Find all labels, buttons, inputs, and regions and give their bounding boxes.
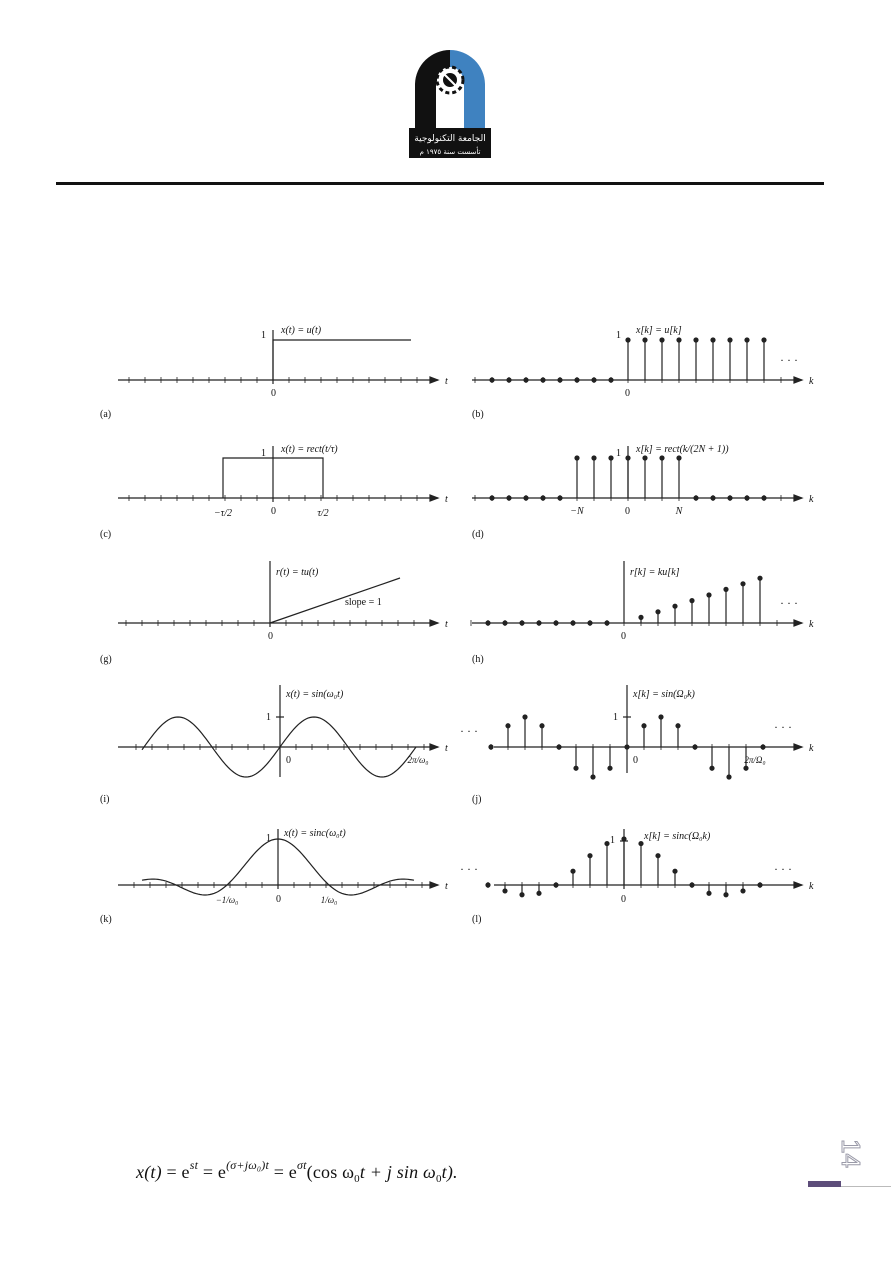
panel-a-label: x(t) = u(t) <box>281 325 322 336</box>
signals-figure-svg <box>100 300 820 940</box>
panel-h-zero-dot <box>486 621 490 625</box>
panel-l-dots-left: · · · <box>460 862 478 876</box>
panel-j-dots-left: · · · <box>460 724 478 738</box>
panel-b-stem-dot <box>643 338 647 342</box>
panel-j-zero-dot <box>693 745 697 749</box>
panel-b-one: 1 <box>616 330 621 341</box>
panel-l-stem-dot <box>605 842 609 846</box>
panel-b-zero-dot <box>575 378 579 382</box>
panel-h-dots: · · · <box>780 596 798 610</box>
panel-d-zero-dot <box>507 496 511 500</box>
panel-d-tick-pos: N <box>675 506 683 517</box>
panel-j-stem-dot <box>540 724 544 728</box>
panel-g-label: r(t) = tu(t) <box>276 567 319 578</box>
signals-figure <box>100 300 820 940</box>
panel-l-stem-dot <box>520 893 524 897</box>
panel-h-stem-dot <box>656 610 660 614</box>
panel-b-stem-dot <box>626 338 630 342</box>
panel-h-zero-dot <box>554 621 558 625</box>
panel-l-stem-dot <box>571 869 575 873</box>
panel-b-zero-dot <box>541 378 545 382</box>
panel-i-axis-var: t <box>445 743 448 754</box>
panel-k-tick-pos: 1/ω₀ <box>320 895 338 905</box>
panel-l-zero-dot <box>758 883 762 887</box>
panel-l-dots-right: · · · <box>774 862 792 876</box>
panel-l-stem-dot <box>503 889 507 893</box>
panel-j-zero-dot <box>625 745 629 749</box>
panel-j-dots-right: · · · <box>774 720 792 734</box>
panel-h-label: r[k] = ku[k] <box>630 567 680 578</box>
panel-b-axis-arrow <box>794 377 802 383</box>
panel-j-axis-var: k <box>809 743 814 754</box>
panel-i-axis-arrow <box>430 744 438 750</box>
complex-exponential-equation <box>136 1158 458 1185</box>
panel-a-tag: (a) <box>100 409 112 420</box>
panel-l-stem-dot <box>588 854 592 858</box>
panel-k-one: 1 <box>266 833 271 844</box>
panel-h-stem-dot <box>690 599 694 603</box>
panel-c-axis-arrow <box>430 495 438 501</box>
equation-exp1: st <box>189 1158 199 1172</box>
panel-i-label: x(t) = sin(ω₀t) <box>286 689 344 700</box>
panel-h-zero-dot <box>503 621 507 625</box>
panel-d-zero-dot <box>762 496 766 500</box>
panel-h-zero-dot <box>588 621 592 625</box>
panel-h-stem-dot <box>758 576 762 580</box>
panel-b-zero-dot <box>507 378 511 382</box>
panel-a-signal <box>273 340 411 380</box>
panel-k-axis-var: t <box>445 881 448 892</box>
equation-tail-a: (cos ω <box>306 1162 355 1182</box>
panel-j-stem-dot <box>659 715 663 719</box>
panel-j-stem-dot <box>608 766 612 770</box>
equation-tail-b: t + j sin ω <box>359 1162 436 1182</box>
panel-i-one: 1 <box>266 712 271 723</box>
panel-d-stem-dot <box>677 456 681 460</box>
equation-sub-b: 0 <box>435 1173 442 1185</box>
panel-i-tag: (i) <box>100 794 110 805</box>
panel-k-zero: 0 <box>276 894 281 905</box>
panel-d-zero-dot <box>745 496 749 500</box>
footer-accent-bar <box>808 1181 841 1187</box>
panel-l-stem-dot <box>741 889 745 893</box>
panel-k-tag: (k) <box>100 914 112 925</box>
panel-j-stem-dot <box>591 775 595 779</box>
panel-j-stem-dot <box>676 724 680 728</box>
panel-l-stem-dot <box>673 869 677 873</box>
panel-j-stem-dot <box>744 766 748 770</box>
panel-j-stem-dot <box>710 766 714 770</box>
equation-exp2: (σ+jω₀)t <box>226 1158 270 1172</box>
panel-d-axis-var: k <box>809 494 814 505</box>
panel-l-stem-dot <box>537 891 541 895</box>
panel-a-axis-var: t <box>445 376 448 387</box>
panel-b-stem-dot <box>762 338 766 342</box>
panel-l-stem-dot <box>622 837 626 841</box>
panel-j-stem-dot <box>727 775 731 779</box>
panel-b-axis-var: k <box>809 376 814 387</box>
panel-d-stem-dot <box>592 456 596 460</box>
panel-d-stem-dot <box>643 456 647 460</box>
logo-text-bottom: تأسست سنة ١٩٧٥ م <box>419 148 481 156</box>
panel-d-zero-dot <box>541 496 545 500</box>
panel-j-stem-dot <box>506 724 510 728</box>
panel-j-axis-arrow <box>794 744 802 750</box>
panel-j-zero: 0 <box>633 755 638 766</box>
page-number: 14 <box>836 1138 866 1168</box>
panel-c-axis-var: t <box>445 494 448 505</box>
panel-g-axis-arrow <box>430 620 438 626</box>
panel-l-zero-dot <box>486 883 490 887</box>
panel-d-zero-dot <box>728 496 732 500</box>
panel-d-zero-dot <box>694 496 698 500</box>
panel-h-stem-dot <box>639 615 643 619</box>
equation-tail-c: t). <box>441 1162 458 1182</box>
panel-h-zero-dot <box>605 621 609 625</box>
panel-j-stem-dot <box>574 766 578 770</box>
panel-a-zero: 0 <box>271 388 276 399</box>
panel-k-axis-arrow <box>430 882 438 888</box>
panel-h-axis-arrow <box>794 620 802 626</box>
panel-d-stem-dot <box>660 456 664 460</box>
panel-h-tag: (h) <box>472 654 484 665</box>
equation-eq1: = e <box>161 1162 190 1182</box>
panel-d-label: x[k] = rect(k/(2N + 1)) <box>636 444 729 455</box>
panel-h-zero-dot <box>537 621 541 625</box>
panel-l-zero-dot <box>690 883 694 887</box>
panel-b-stem-dot <box>677 338 681 342</box>
logo-text-top: الجامعة التكنولوجية <box>414 134 486 144</box>
panel-j-stem-dot <box>642 724 646 728</box>
panel-l-axis-arrow <box>794 882 802 888</box>
panel-c-tick-pos: τ/2 <box>317 508 329 519</box>
panel-c-tick-neg: −τ/2 <box>213 508 233 519</box>
panel-b-label: x[k] = u[k] <box>636 325 682 336</box>
panel-k-tick-neg: −1/ω₀ <box>215 895 239 905</box>
panel-b-dots: · · · <box>780 353 798 367</box>
panel-b-stem-dot <box>694 338 698 342</box>
equation-exp3: σt <box>296 1158 307 1172</box>
panel-d-zero-dot <box>558 496 562 500</box>
panel-l-stem-dot <box>639 842 643 846</box>
panel-h-stem-dot <box>724 587 728 591</box>
equation-lhs: x(t) <box>136 1162 162 1182</box>
panel-g-tag: (g) <box>100 654 112 665</box>
panel-b-tag: (b) <box>472 409 484 420</box>
panel-j-label: x[k] = sin(Ω₀k) <box>633 689 695 700</box>
panel-h-stem-dot <box>673 604 677 608</box>
panel-g-axis-var: t <box>445 619 448 630</box>
panel-h-zero-dot <box>571 621 575 625</box>
panel-d-stem-dot <box>609 456 613 460</box>
panel-h-stem-dot <box>741 582 745 586</box>
panel-d-zero-dot <box>524 496 528 500</box>
panel-g-slope: slope = 1 <box>345 597 382 608</box>
panel-l-axis-var: k <box>809 881 814 892</box>
panel-d-one: 1 <box>616 448 621 459</box>
panel-h-zero: 0 <box>621 631 626 642</box>
panel-d-zero-dot <box>711 496 715 500</box>
university-gear-arch-logo-icon <box>405 50 495 160</box>
panel-i-tick-pos: 2π/ω₀ <box>407 755 429 765</box>
header-divider <box>56 182 824 185</box>
panel-l-label: x[k] = sinc(Ω₀k) <box>644 831 711 842</box>
panel-h-axis-var: k <box>809 619 814 630</box>
panel-j-tag: (j) <box>472 794 482 805</box>
panel-c-label: x(t) = rect(t/τ) <box>281 444 338 455</box>
panel-b-zero-dot <box>609 378 613 382</box>
panel-j-zero-dot <box>557 745 561 749</box>
panel-d-zero: 0 <box>625 506 630 517</box>
panel-a-axis-arrow <box>430 377 438 383</box>
panel-l-stem-dot <box>724 893 728 897</box>
panel-j-tick-pos: 2π/Ω₀ <box>744 755 766 765</box>
panel-d-axis-arrow <box>794 495 802 501</box>
panel-h-stem-dot <box>707 593 711 597</box>
equation-eq2: = e <box>198 1162 227 1182</box>
panel-g-zero: 0 <box>268 631 273 642</box>
panel-b-stem-dot <box>660 338 664 342</box>
panel-c-tag: (c) <box>100 529 112 540</box>
panel-l-one: 1 <box>610 835 615 846</box>
university-logo <box>405 50 495 160</box>
panel-l-stem-dot <box>656 854 660 858</box>
panel-k-label: x(t) = sinc(ω₀t) <box>284 828 346 839</box>
panel-d-zero-dot <box>490 496 494 500</box>
panel-b-stem-dot <box>728 338 732 342</box>
panel-i-zero: 0 <box>286 755 291 766</box>
panel-d-tag: (d) <box>472 529 484 540</box>
panel-l-zero-dot <box>554 883 558 887</box>
equation-eq3: = e <box>269 1162 297 1182</box>
panel-b-stem-dot <box>711 338 715 342</box>
panel-a-one: 1 <box>261 330 266 341</box>
panel-j-stem-dot <box>523 715 527 719</box>
panel-b-zero-dot <box>490 378 494 382</box>
panel-l-stem-dot <box>707 891 711 895</box>
panel-b-zero-dot <box>524 378 528 382</box>
panel-h-zero-dot <box>520 621 524 625</box>
panel-d-stem-dot <box>575 456 579 460</box>
equation-sub-a: 0 <box>354 1173 360 1185</box>
panel-b-zero: 0 <box>625 388 630 399</box>
panel-b-zero-dot <box>558 378 562 382</box>
panel-j-zero-dot <box>761 745 765 749</box>
panel-b-zero-dot <box>592 378 596 382</box>
panel-l-zero: 0 <box>621 894 626 905</box>
panel-c-zero: 0 <box>271 506 276 517</box>
panel-b-stem-dot <box>745 338 749 342</box>
panel-d-tick-neg: −N <box>570 506 584 517</box>
footer-rule <box>841 1186 891 1187</box>
panel-c-one: 1 <box>261 448 266 459</box>
panel-l-tag: (l) <box>472 914 482 925</box>
panel-j-zero-dot <box>489 745 493 749</box>
panel-j-one: 1 <box>613 712 618 723</box>
